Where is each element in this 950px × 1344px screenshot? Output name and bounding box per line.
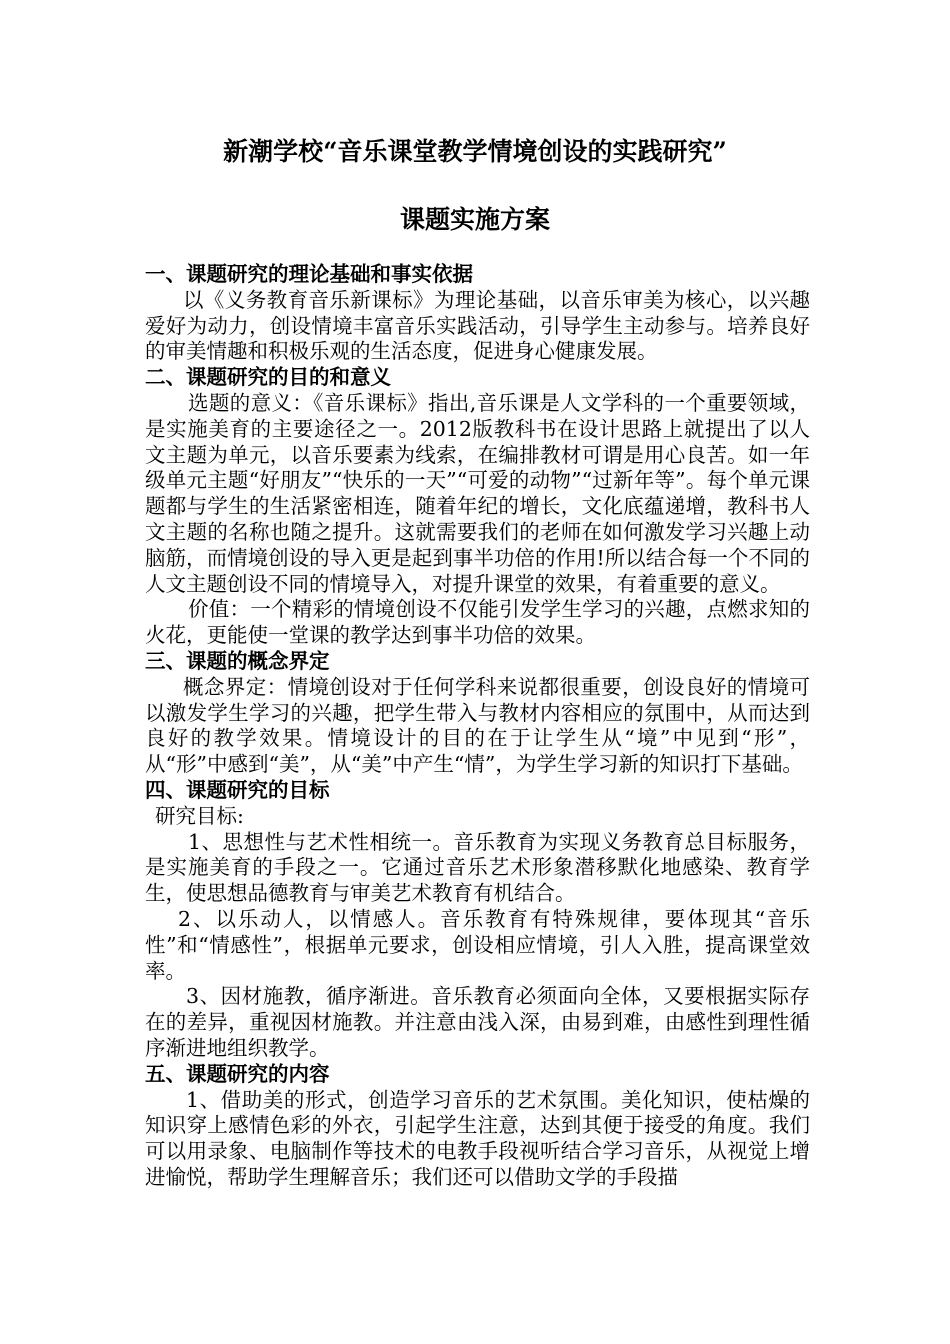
paragraph: 价值：一个精彩的情境创设不仅能引发学生学习的兴趣，点燃求知的火花，更能使一堂课的教学达到事半功倍的效果。 [145, 597, 810, 648]
section-heading: 二、课题研究的目的和意义 [145, 365, 391, 390]
document-subtitle: 课题实施方案 [399, 205, 550, 234]
paragraph: 概念界定：情境创设对于任何学科来说都很重要，创设良好的情境可以激发学生学习的兴趣，把学生带入与教材内容相应的氛围中，从而达到良好的教学效果。情境设计的目的在于让学生从“境”中见到“形”，从“形”中感到“美”，从“美”中产生“情”，为学生学习新的知识打下基础。 [145, 674, 810, 777]
section-5 [145, 1062, 810, 1191]
section-2 [145, 365, 810, 649]
section-heading: 一、课题研究的理论基础和事实依据 [145, 262, 473, 286]
paragraph: 以《义务教育音乐新课标》为理论基础，以音乐审美为核心，以兴趣爱好为动力，创设情境丰富音乐实践活动，引导学生主动参与。培养良好的审美情趣和积极乐观的生活态度，促进身心健康发展。 [145, 287, 810, 364]
document-title: 新潮学校“音乐课堂教学情境创设的实践研究” [223, 137, 727, 166]
paragraph: 1、借助美的形式，创造学习音乐的艺术氛围。美化知识，使枯燥的知识穿上感情色彩的外衣，引起学生注意，达到其便于接受的角度。我们可以用录象、电脑制作等技术的电教手段视听结合学习音乐，从视觉上增进愉悦，帮助学生理解音乐；我们还可以借助文学的手段描 [145, 1087, 810, 1189]
paragraph: 选题的意义：《音乐课标》指出,音乐课是人文学科的一个重要领域，是实施美育的主要途径之一。2012版教科书在设计思路上就提出了以人文主题为单元，以音乐要素为线索，在编排教材可谓是用心良苦。如一年级单元主题“好朋友”“快乐的一天”“可爱的动物”“过新年等”。每个单元课题都与学生的生活紧密相连，随着年纪的增长，文化底蕴递增，教科书人文主题的名称也随之提升。这就需要我们的老师在如何激发学习兴趣上动脑筋，而情境创设的导入更是起到事半功倍的作用!所以结合每一个不同的人文主题创设不同的情境导入，对提升课堂的效果，有着重要的意义。 [145, 390, 810, 596]
document-body [145, 262, 810, 1191]
section-heading: 五、课题研究的内容 [145, 1061, 330, 1086]
section-3 [145, 649, 810, 778]
section-1 [145, 262, 810, 365]
section-heading: 三、课题的概念界定 [145, 648, 330, 673]
paragraph: 1、思想性与艺术性相统一。音乐教育为实现义务教育总目标服务，是实施美育的手段之一。它通过音乐艺术形象潜移默化地感染、教育学生，使思想品德教育与审美艺术教育有机结合。 [145, 829, 810, 906]
section-heading: 四、课题研究的目标 [145, 777, 330, 802]
paragraph: 2、以乐动人，以情感人。音乐教育有特殊规律，要体现其“音乐性”和“情感性”，根据单元要求，创设相应情境，引人入胜，提高课堂效率。 [145, 906, 810, 983]
paragraph: 3、因材施教，循序渐进。音乐教育必须面向全体，又要根据实际存在的差异，重视因材施教。并注意由浅入深，由易到难，由感性到理性循序渐进地组织教学。 [145, 984, 810, 1060]
section-4 [145, 778, 810, 1062]
paragraph: 研究目标: [155, 803, 244, 828]
